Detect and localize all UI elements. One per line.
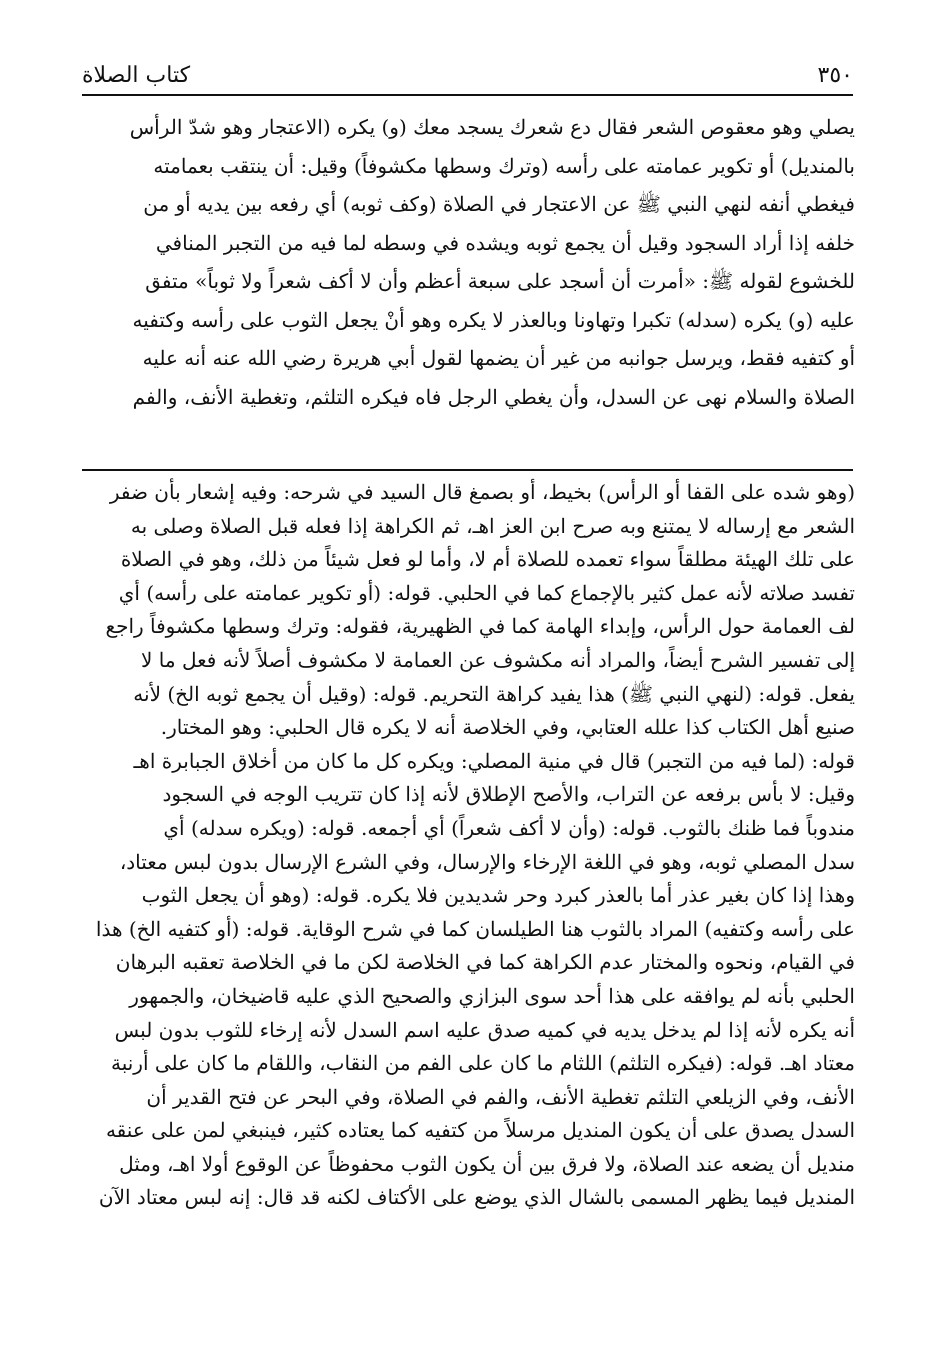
- book-title: كتاب الصلاة: [82, 63, 191, 88]
- text-line: الصلاة والسلام نهى عن السدل، وأن يغطي الرجل فاه فيكره التلثم، وتغطية الأنف، والفم: [132, 384, 855, 409]
- text-line: الحلبي بأنه لم يوافقه على هذا أحد سوى البزازي والصحيح الذي عليه قاضيخان، والجمهور: [129, 983, 855, 1008]
- text-line: يفعل. قوله: (لنهي النبي ﷺ) هذا يفيد كراهة التحريم. قوله: (وقيل أن يجمع ثوبه الخ) لأنه: [133, 681, 855, 706]
- main-text-block: [80, 108, 855, 416]
- page-number: ٣٥٠: [817, 63, 853, 88]
- text-line: صنيع أهل الكتاب كذا علله العتابي، وفي الخلاصة أنه لا يكره قال الحلبي: وهو المختار.: [160, 715, 855, 740]
- header-divider: [82, 94, 853, 96]
- text-line: لف العمامة حول الرأس، وإبداء الهامة كما في الظهيرية، فقوله: وترك وسطها مكشوفاً راجع: [105, 614, 855, 639]
- text-line: خلفه إذا أراد السجود وقيل أن يجمع ثوبه ويشده في وسطه لما فيه من التجبر المنافي: [155, 230, 855, 255]
- text-line: (وهو شده على القفا أو الرأس) بخيط، أو بصمغ قال السيد في شرحه: وفيه إشعار بأن ضفر: [109, 480, 855, 504]
- text-line: إلى تفسير الشرح أيضاً، والمراد أنه مكشوف عن العمامة لا مكشوف أصلاً لأنه فعل ما لا: [141, 647, 855, 672]
- text-line: السدل يصدق على أن يكون المنديل مرسلاً من كتفيه كما يعتاده كثير، فينبغي لمن على عنقه: [105, 1118, 855, 1143]
- text-line: الشعر مع إرساله لا يمتنع وبه صرح ابن العز اهـ، ثم الكراهة إذا فعله قبل الصلاة وصلى به: [130, 513, 855, 538]
- text-line: سدل المصلي ثوبه، وهو في اللغة الإرخاء والإرسال، وفي الشرع الإرسال بدون لبس معتاد،: [119, 849, 855, 874]
- footnote-divider: [82, 469, 853, 471]
- text-line: فيغطي أنفه لنهي النبي ﷺ عن الاعتجار في الصلاة (وكف ثوبه) أي رفعه بين يديه أو من: [143, 192, 855, 216]
- text-line: يصلي وهو معقوص الشعر فقال دع شعرك يسجد معك (و) يكره (الاعتجار وهو شدّ الرأس: [129, 115, 855, 139]
- footnote-commentary-block: [80, 476, 855, 1215]
- text-line: وقيل: لا بأس برفعه عن التراب، والأصح الإطلاق لأنه إذا كان تتريب الوجه في السجود: [162, 782, 855, 807]
- text-line: أنه يكره لأنه إذا لم يدخل يديه في كميه صدق عليه اسم السدل لأنه إرخاء للثوب بدون لبس: [114, 1017, 855, 1042]
- text-line: الأنف، وفي الزيلعي التلثم تغطية الأنف، والفم في الصلاة، وفي البحر عن فتح القدير أن: [146, 1084, 855, 1109]
- text-line: وهذا إذا كان بغير عذر أما بالعذر كبرد وحر شديدين فلا يكره. قوله: (وهو أن يجعل الثوب: [141, 883, 855, 908]
- text-line: معتاد اهـ. قوله: (فيكره التلثم) اللثام ما كان على الفم من النقاب، واللقام ما كان على أرنبة: [110, 1051, 855, 1076]
- text-line: على رأسه وكتفيه) المراد بالثوب هنا الطيلسان كما في شرح الوقاية. قوله: (أو كتفيه الخ) هذا: [95, 916, 855, 941]
- text-line: عليه (و) يكره (سدله) تكبرا وتهاونا وبالعذر لا يكره وهو أنْ يجعل الثوب على رأسه وكتفيه: [132, 307, 855, 332]
- text-line: المنديل فيما يظهر المسمى بالشال الذي يوضع على الأكتاف لكنه قد قال: إنه لبس معتاد الآن: [98, 1185, 855, 1210]
- text-line: تفسد صلاته لأنه عمل كثير بالإجماع كما في الحلبي. قوله: (أو تكوير عمامته على رأسه) أي: [118, 580, 855, 605]
- text-line: على تلك الهيئة مطلقاً سواء تعمده للصلاة أم لا، وأما لو فعل شيئاً من ذلك، وهو في الصلاة: [120, 547, 855, 572]
- text-line: في القيام، ونحوه والمختار عدم الكراهة كما في الخلاصة لكن ما في الخلاصة تعقبه البرهان: [115, 950, 855, 975]
- text-line: مندوباً فما ظنك بالثوب. قوله: (وأن لا أكف شعراً) أي أجمعه. قوله: (ويكره سدله) أي: [163, 815, 855, 840]
- text-line: أو كتفيه فقط، ويرسل جوانبه من غير أن يضمها لقول أبي هريرة رضي الله عنه أنه عليه: [142, 346, 855, 370]
- text-line: قوله: (لما فيه من التجبر) قال في منية المصلي: ويكره كل ما كان من أخلاق الجبابرة اهـ: [133, 748, 855, 773]
- page-header: [82, 40, 853, 88]
- text-line: للخشوع لقوله ﷺ: «أمرت أن أسجد على سبعة أعظم وأن لا أكف شعراً ولا ثوباً» متفق: [145, 269, 855, 293]
- text-line: منديل أن يضعه عند الصلاة، ولا فرق بين أن يكون الثوب محفوظاً عن الوقوع أولا اهـ، ومثل: [119, 1151, 855, 1176]
- text-line: بالمنديل) أو تكوير عمامته على رأسه (وترك وسطها مكشوفاً) وقيل: أن ينتقب بعمامته: [153, 153, 855, 178]
